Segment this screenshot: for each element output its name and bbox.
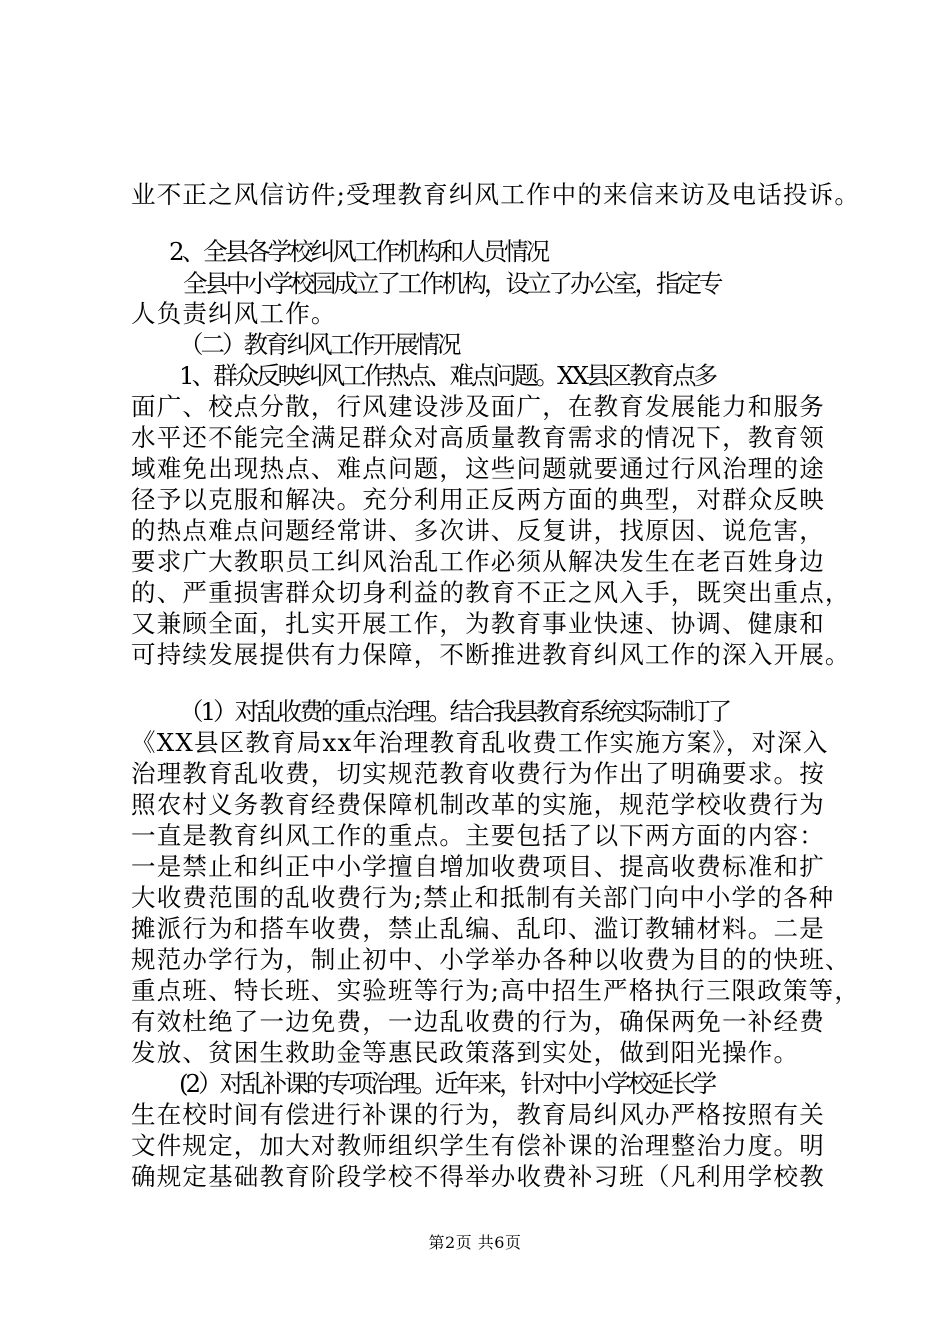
text-line: 可持续发展提供有力保障，不断推进教育纠风工作的深入开展。 (131, 640, 851, 669)
text-line: （1）对乱收费的重点治理。结合我县教育系统实际制订了 (179, 697, 730, 726)
text-line: 一是禁止和纠正中小学擅自增加收费项目、提高收费标准和扩 (131, 852, 825, 881)
page-footer: 第2页 共6页 (428, 1233, 522, 1252)
text-line: 照农村义务教育经费保障机制改革的实施，规范学校收费行为 (131, 790, 825, 819)
text-line: 文件规定，加大对教师组织学生有偿补课的治理整治力度。明 (131, 1131, 825, 1160)
text-line: （二）教育纠风工作开展情况 (179, 330, 459, 359)
text-line: 的热点难点问题经常讲、多次讲、反复讲，找原因、说危害， (131, 516, 825, 545)
text-line: 2、全县各学校纠风工作机构和人员情况 (169, 237, 548, 266)
text-line: 业不正之风信访件;受理教育纠风工作中的来信来访及电话投诉。 (131, 180, 861, 209)
text-line: 人负责纠风工作。 (131, 299, 337, 328)
text-line: 确规定基础教育阶段学校不得举办收费补习班（凡利用学校教 (131, 1162, 825, 1191)
text-line: 域难免出现热点、难点问题，这些问题就要通过行风治理的途 (131, 454, 825, 483)
text-line: 重点班、特长班、实验班等行为;高中招生严格执行三限政策等， (131, 976, 861, 1005)
text-line: 《XX县区教育局xx年治理教育乱收费工作实施方案》，对深入 (131, 728, 829, 757)
text-line: 有效杜绝了一边免费，一边乱收费的行为，确保两免一补经费 (131, 1007, 825, 1036)
text-line: 摊派行为和搭车收费，禁止乱编、乱印、滥订教辅材料。二是 (131, 914, 825, 943)
text-line: 大收费范围的乱收费行为;禁止和抵制有关部门向中小学的各种 (131, 883, 835, 912)
text-line: 生在校时间有偿进行补课的行为，教育局纠风办严格按照有关 (131, 1100, 825, 1129)
text-line: 面广、校点分散，行风建设涉及面广，在教育发展能力和服务 (131, 392, 825, 421)
text-line: 径予以克服和解决。充分利用正反两方面的典型，对群众反映 (131, 485, 825, 514)
text-line: 全县中小学校园成立了工作机构，设立了办公室，指定专 (183, 269, 721, 298)
text-line: 又兼顾全面，扎实开展工作，为教育事业快速、协调、健康和 (131, 609, 825, 638)
text-line: 的、严重损害群众切身利益的教育不正之风入手，既突出重点， (131, 578, 851, 607)
text-line: 规范办学行为，制止初中、小学举办各种以收费为目的的快班、 (131, 945, 851, 974)
text-line: 要求广大教职员工纠风治乱工作必须从解决发生在老百姓身边 (131, 547, 825, 576)
text-line: (2）对乱补课的专项治理。近年来，针对中小学校延长学 (179, 1069, 715, 1098)
text-line: 一直是教育纠风工作的重点。主要包括了以下两方面的内容： (131, 821, 825, 850)
text-line: 水平还不能完全满足群众对高质量教育需求的情况下，教育领 (131, 423, 825, 452)
text-line: 1、群众反映纠风工作热点、难点问题。XX县区教育点多 (179, 361, 715, 390)
text-line: 发放、贫困生救助金等惠民政策落到实处，做到阳光操作。 (131, 1038, 800, 1067)
text-line: 治理教育乱收费，切实规范教育收费行为作出了明确要求。按 (131, 759, 825, 788)
